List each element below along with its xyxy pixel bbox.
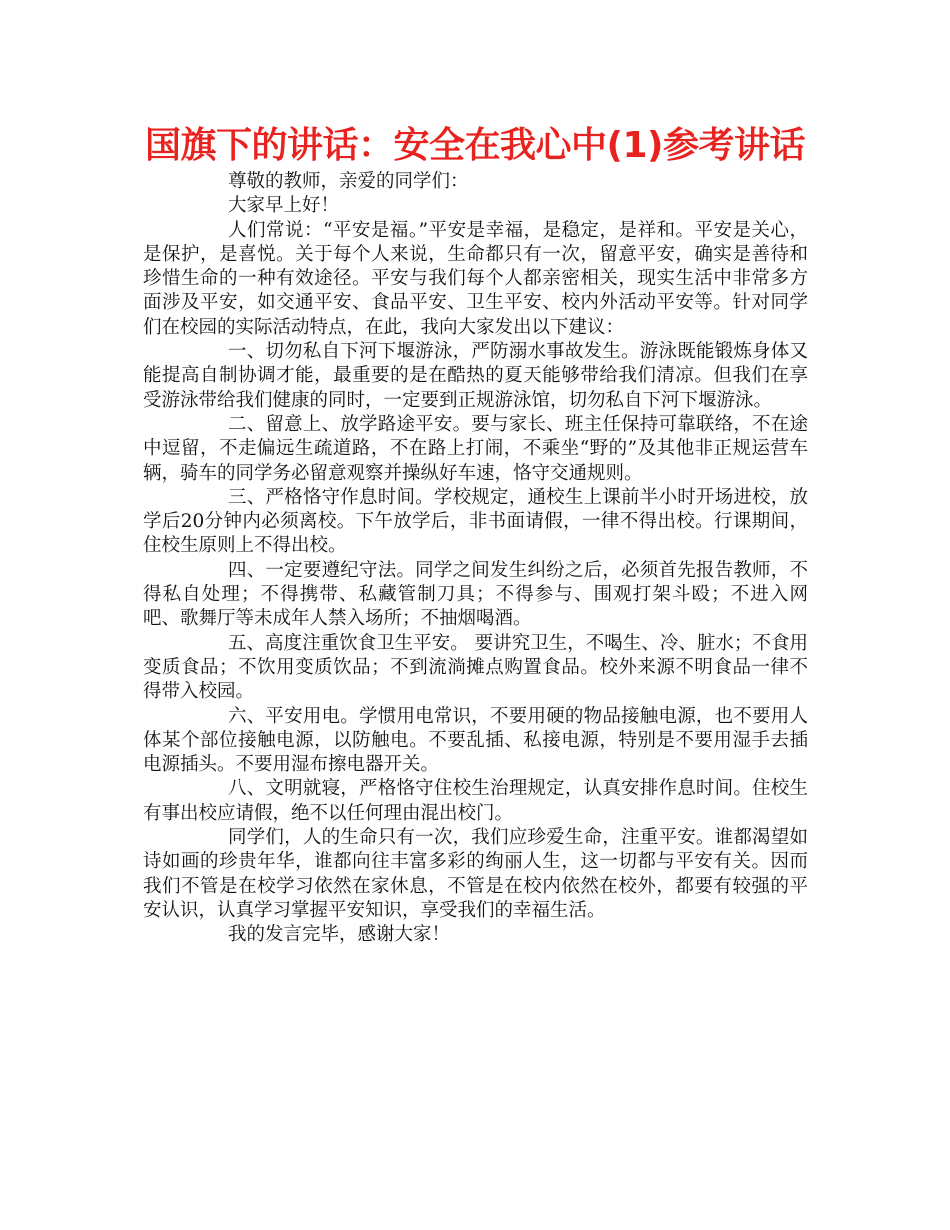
paragraph-point-6: 六、平安用电。学惯用电常识，不要用硬的物品接触电源，也不要用人体某个部位接触电源，以防触电。不要乱插、私接电源，特别是不要用湿手去插电源插头。不要用湿布擦电器开关。 — [143, 705, 808, 776]
document-body — [143, 170, 808, 948]
paragraph-point-4: 四、一定要遵纪守法。同学之间发生纠纷之后，必须首先报告教师，不得私自处理；不得携带、私藏管制刀具；不得参与、围观打架斗殴；不进入网吧、歌舞厅等未成年人禁入场所；不抽烟喝酒。 — [143, 559, 808, 630]
closing-remark: 我的发言完毕，感谢大家！ — [228, 924, 451, 946]
paragraph-point-5: 五、高度注重饮食卫生平安。 要讲究卫生，不喝生、冷、脏水；不食用变质食品；不饮用变质饮品；不到流淌摊点购置食品。校外来源不明食品一律不得带入校园。 — [143, 632, 808, 703]
paragraph-point-3: 三、严格恪守作息时间。学校规定，通校生上课前半小时开场进校，放学后20分钟内必须离校。下午放学后，非书面请假，一律不得出校。行课期间，住校生原则上不得出校。 — [143, 486, 808, 557]
paragraph-point-2: 二、留意上、放学路途平安。要与家长、班主任保持可靠联络，不在途中逗留，不走偏远生疏道路，不在路上打闹，不乘坐“野的”及其他非正规运营车辆，骑车的同学务必留意观察并操纵好车速，恪守交通规则。 — [143, 413, 808, 484]
paragraph-point-8: 八、文明就寝，严格恪守住校生治理规定，认真安排作息时间。住校生有事出校应请假，绝不以任何理由混出校门。 — [143, 778, 808, 824]
paragraph-intro: 人们常说：“平安是福。”平安是幸福，是稳定，是祥和。平安是关心，是保护，是喜悦。关于每个人来说，生命都只有一次，留意平安，确实是善待和珍惜生命的一种有效途径。平安与我们每个人都亲密相关，现实生活中非常多方面涉及平安，如交通平安、食品平安、卫生平安、校内外活动平安等。针对同学们在校园的实际活动特点，在此，我向大家发出以下建议： — [143, 219, 808, 338]
salutation: 尊敬的教师，亲爱的同学们： — [228, 171, 469, 192]
paragraph-conclusion: 同学们，人的生命只有一次，我们应珍爱生命，注重平安。谁都渴望如诗如画的珍贵年华，谁都向往丰富多彩的绚丽人生，这一切都与平安有关。因而我们不管是在校学习依然在家休息，不管是在校内依然在校外，都要有较强的平安认识，认真学习掌握平安知识，享受我们的幸福生活。 — [143, 827, 808, 921]
paragraph-point-1: 一、切勿私自下河下堰游泳，严防溺水事故发生。游泳既能锻炼身体又能提高自制协调才能，最重要的是在酷热的夏天能够带给我们清凉。但我们在享受游泳带给我们健康的同时，一定要到正规游泳馆，切勿私自下河下堰游泳。 — [143, 341, 808, 411]
document-title: 国旗下的讲话：安全在我心中(1)参考讲话 — [145, 125, 805, 166]
greeting: 大家早上好！ — [228, 195, 340, 217]
